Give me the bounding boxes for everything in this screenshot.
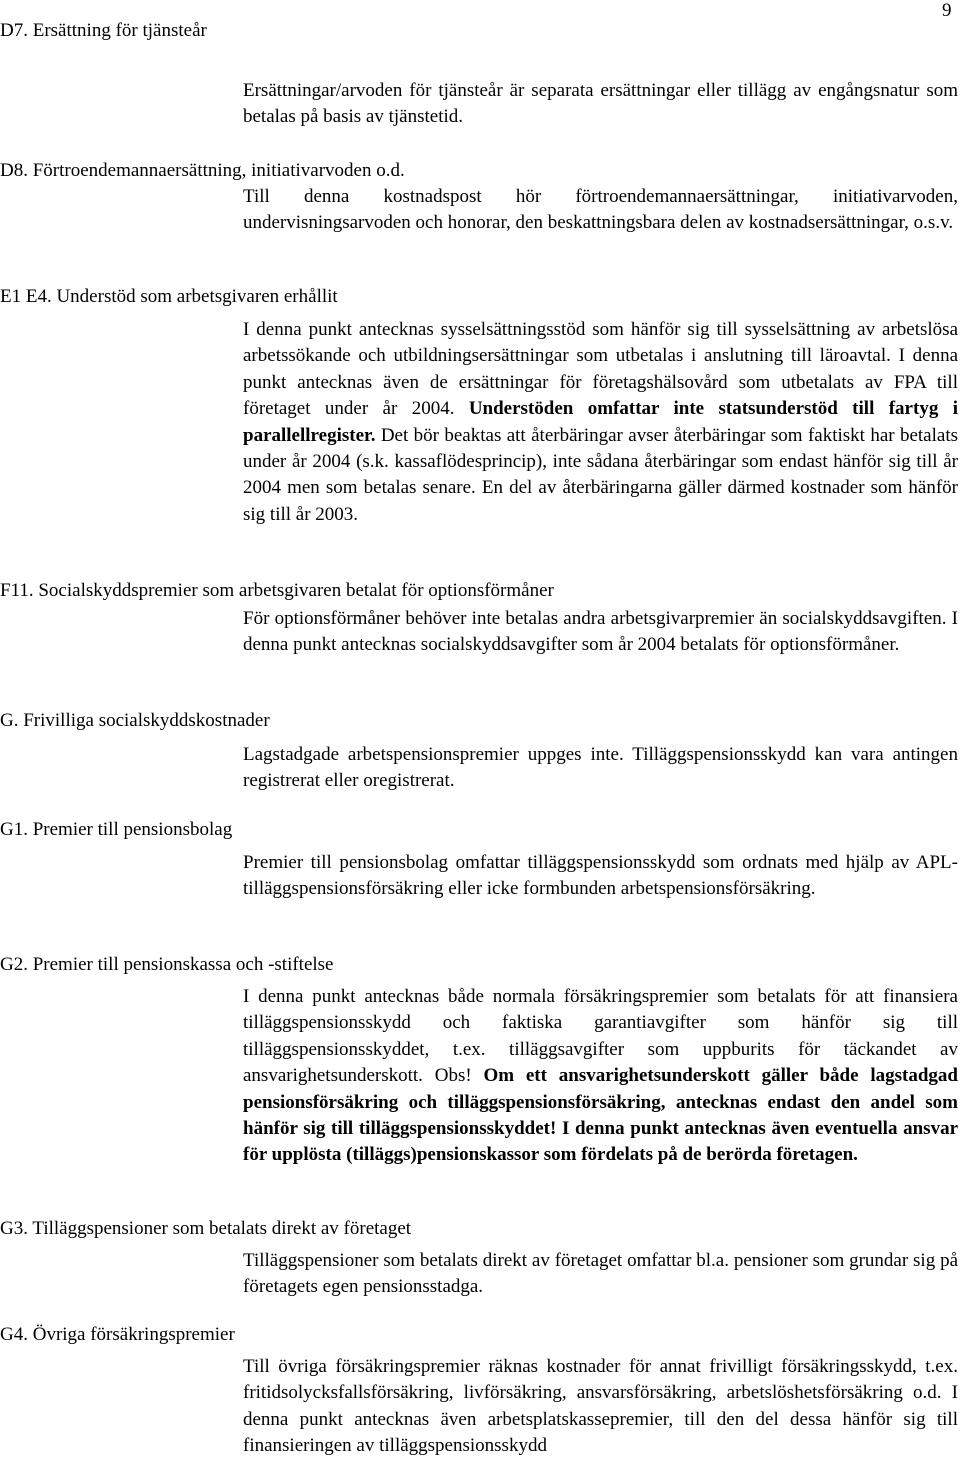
paragraph-g1: Premier till pensionsbolag omfattar tilläggspensionsskydd som ordnats med hjälp av APL-tilläggspensionsförsäkring eller icke formbunden arbetspensionsförsäkring. xyxy=(243,852,958,900)
paragraph-e1-e4-bold: Understöden omfattar inte statsunderstöd till fartyg i parallellregister. xyxy=(243,398,958,446)
heading-g2: G2. Premier till pensionskassa och -stiftelse xyxy=(0,954,334,975)
paragraph-g: Lagstadgade arbetspensionspremier uppges inte. Tilläggspensionsskydd kan vara antingen registrerat eller oregistrerat. xyxy=(243,744,958,792)
paragraph-e1-e4-part1: I denna punkt antecknas sysselsättningsstöd som hänför sig till sysselsättning av arbetslösa arbetssökande och utbildningsersättningar som utbetalas i anslutning till läroavtal. I denna punkt antecknas även de ersättningar för företagshälsovård som utbetalats av FPA till företaget under år 2004. xyxy=(243,319,958,420)
paragraph-d8: Till denna kostnadspost hör förtroendemannaersättningar, initiativarvoden, undervisningsarvoden och honorar, den beskattningsbara delen av kostnadsersättningar, o.s.v. xyxy=(243,186,958,234)
heading-e1-e4: E1 E4. Understöd som arbetsgivaren erhållit xyxy=(0,286,338,307)
paragraph-d7: Ersättningar/arvoden för tjänsteår är separata ersättningar eller tillägg av engångsnatur som betalas på basis av tjänstetid. xyxy=(243,80,958,128)
heading-d8: D8. Förtroendemannaersättning, initiativarvoden o.d. xyxy=(0,160,405,181)
heading-g4: G4. Övriga försäkringspremier xyxy=(0,1324,235,1345)
paragraph-g2 xyxy=(243,984,958,1169)
paragraph-g3: Tilläggspensioner som betalats direkt av företaget omfattar bl.a. pensioner som grundar sig på företagets egen pensionsstadga. xyxy=(243,1250,958,1298)
paragraph-g4: Till övriga försäkringspremier räknas kostnader för annat frivilligt försäkringsskydd, t.ex. fritidsolycksfallsförsäkring, livförsäkring, ansvarsförsäkring, arbetslöshetsförsäkring o.d. I denna punkt antecknas även arbetsplatskassepremier, till den del dessa hänför sig till finansieringen av tilläggspensionsskydd xyxy=(243,1356,958,1457)
heading-d7: D7. Ersättning för tjänsteår xyxy=(0,20,207,41)
heading-g: G. Frivilliga socialskyddskostnader xyxy=(0,710,270,731)
heading-f11: F11. Socialskyddspremier som arbetsgivaren betalat för optionsförmåner xyxy=(0,580,554,601)
paragraph-g2-part1: I denna punkt antecknas både normala försäkringspremier som betalats för att finansiera tilläggspensionsskydd och faktiska garantiavgifter som hänför sig till tilläggspensionsskyddet, t.ex. tilläggsavgifter som uppburits för täckandet av ansvarighetsunderskott. Obs! xyxy=(243,986,958,1087)
heading-g1: G1. Premier till pensionsbolag xyxy=(0,819,233,840)
paragraph-e1-e4 xyxy=(243,317,958,528)
paragraph-f11: För optionsförmåner behöver inte betalas andra arbetsgivarpremier än socialskyddsavgiften. I denna punkt antecknas socialskyddsavgifter som år 2004 betalats för optionsförmåner. xyxy=(243,608,958,656)
paragraph-e1-e4-part2: Det bör beaktas att återbäringar avser återbäringar som faktiskt har betalats under år 2004 (s.k. kassaflödesprincip), inte sådana återbäringar som endast hänför sig till år 2004 men som betalas senare. En del av återbäringarna gäller därmed kostnader som hänför sig till år 2003. xyxy=(243,424,958,525)
paragraph-g2-bold: Om ett ansvarighetsunderskott gäller både lagstadgad pensionsförsäkring och tilläggspensionsförsäkring, antecknas endast den andel som hänför sig till tilläggspensionsskyddet! I denna punkt antecknas även eventuella ansvar för upplösta (tilläggs)pensionskassor som fördelats på de berörda företagen. xyxy=(243,1065,958,1166)
heading-g3: G3. Tilläggspensioner som betalats direkt av företaget xyxy=(0,1218,412,1239)
page-number: 9 xyxy=(942,0,952,21)
